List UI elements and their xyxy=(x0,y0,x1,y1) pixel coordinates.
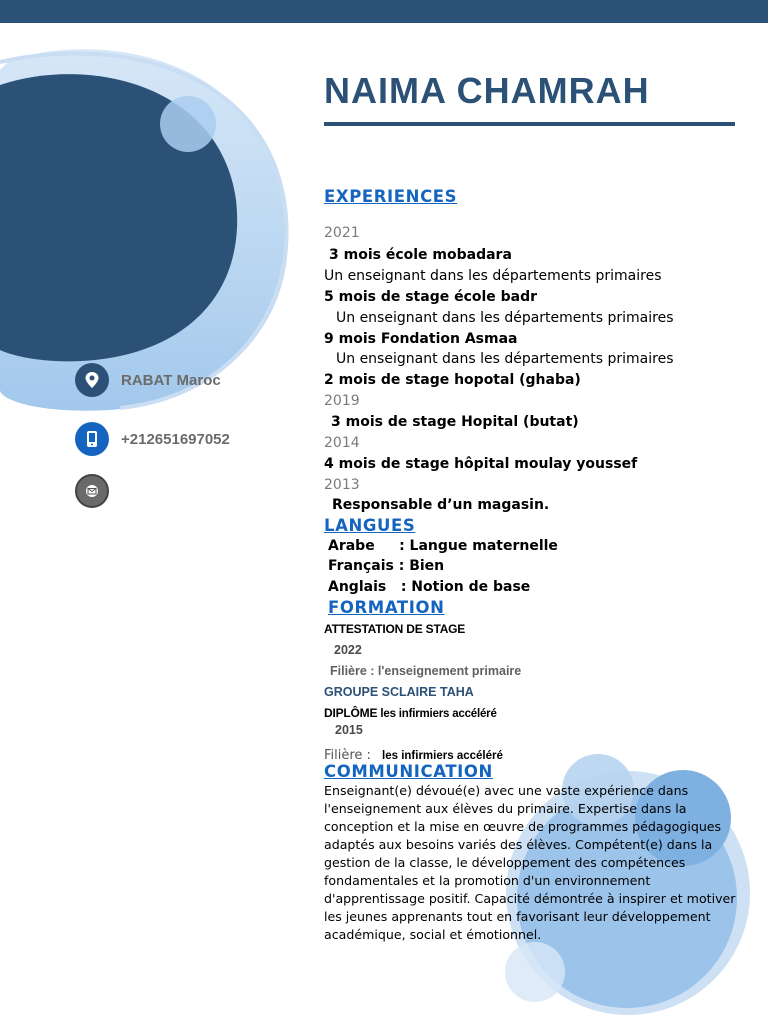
formation-2-title xyxy=(324,706,497,720)
language-arabe: Arabe : Langue maternelle xyxy=(328,538,558,554)
formation-1-year: 2022 xyxy=(334,643,362,657)
bottom-left-circle xyxy=(505,942,565,1002)
experience-2-title: 5 mois de stage école badr xyxy=(324,289,538,305)
experiences-heading: EXPERIENCES xyxy=(324,187,458,206)
formation-1-school: GROUPE SCLAIRE TAHA xyxy=(324,685,474,699)
contact-phone xyxy=(75,422,230,456)
formation-heading: FORMATION xyxy=(328,598,445,617)
year-2021: 2021 xyxy=(324,225,360,241)
mail-icon xyxy=(75,474,109,508)
location-text: RABAT Maroc xyxy=(121,371,221,389)
contact-location xyxy=(75,363,221,397)
phone-icon xyxy=(75,422,109,456)
language-francais: Français : Bien xyxy=(328,558,445,574)
experience-1-desc: Un enseignant dans les départements primaires xyxy=(324,268,662,284)
experience-1-title: 3 mois école mobadara xyxy=(329,247,512,263)
experience-6-title: 4 mois de stage hôpital moulay youssef xyxy=(324,456,638,472)
experience-4-title: 2 mois de stage hopotal (ghaba) xyxy=(324,372,581,388)
formation-2-title-a: DIPLÔME xyxy=(324,706,378,720)
experience-3-desc: Un enseignant dans les départements primaires xyxy=(336,351,674,367)
phone-text: +212651697052 xyxy=(121,430,230,448)
small-blue-circle xyxy=(160,96,216,152)
langues-heading: LANGUES xyxy=(324,516,416,535)
page-title: NAIMA CHAMRAH xyxy=(324,70,650,111)
formation-2-filiere xyxy=(324,744,503,763)
location-pin-icon xyxy=(75,363,109,397)
title-underline xyxy=(324,122,735,126)
communication-paragraph: Enseignant(e) dévoué(e) avec une vaste expérience dans l'enseignement aux élèves du primaire. Expertise dans la conception et la mise en œuvre de programmes pédagogiques adaptés aux besoins variés des élèves. Compétent(e) dans la gestion de la classe, le développement des compétences fondamentales et la promotion d'un environnement d'apprentissage positif. Capacité démontrée à inspirer et motiver les jeunes apprenants tout en favorisant leur développement académique, social et émotionnel. xyxy=(324,783,736,942)
formation-2-title-b: les infirmiers accéléré xyxy=(380,708,497,720)
year-2013: 2013 xyxy=(324,477,360,493)
contact-email xyxy=(75,474,121,508)
formation-2-year: 2015 xyxy=(335,723,363,737)
formation-1-title: ATTESTATION DE STAGE xyxy=(324,622,466,636)
communication-heading: COMMUNICATION xyxy=(324,762,493,781)
experience-7-title: Responsable d’un magasin. xyxy=(332,497,550,513)
formation-1-filiere: Filière : l'enseignement primaire xyxy=(330,664,522,678)
experience-2-desc: Un enseignant dans les départements primaires xyxy=(336,310,674,326)
experience-3-title: 9 mois Fondation Asmaa xyxy=(324,331,518,347)
year-2019: 2019 xyxy=(324,393,360,409)
year-2014: 2014 xyxy=(324,435,360,451)
formation-2-filiere-label: Filière : xyxy=(324,748,371,763)
language-anglais: Anglais : Notion de base xyxy=(328,579,531,595)
formation-2-filiere-value: les infirmiers accéléré xyxy=(382,750,503,762)
experience-5-title: 3 mois de stage Hopital (butat) xyxy=(331,414,579,430)
